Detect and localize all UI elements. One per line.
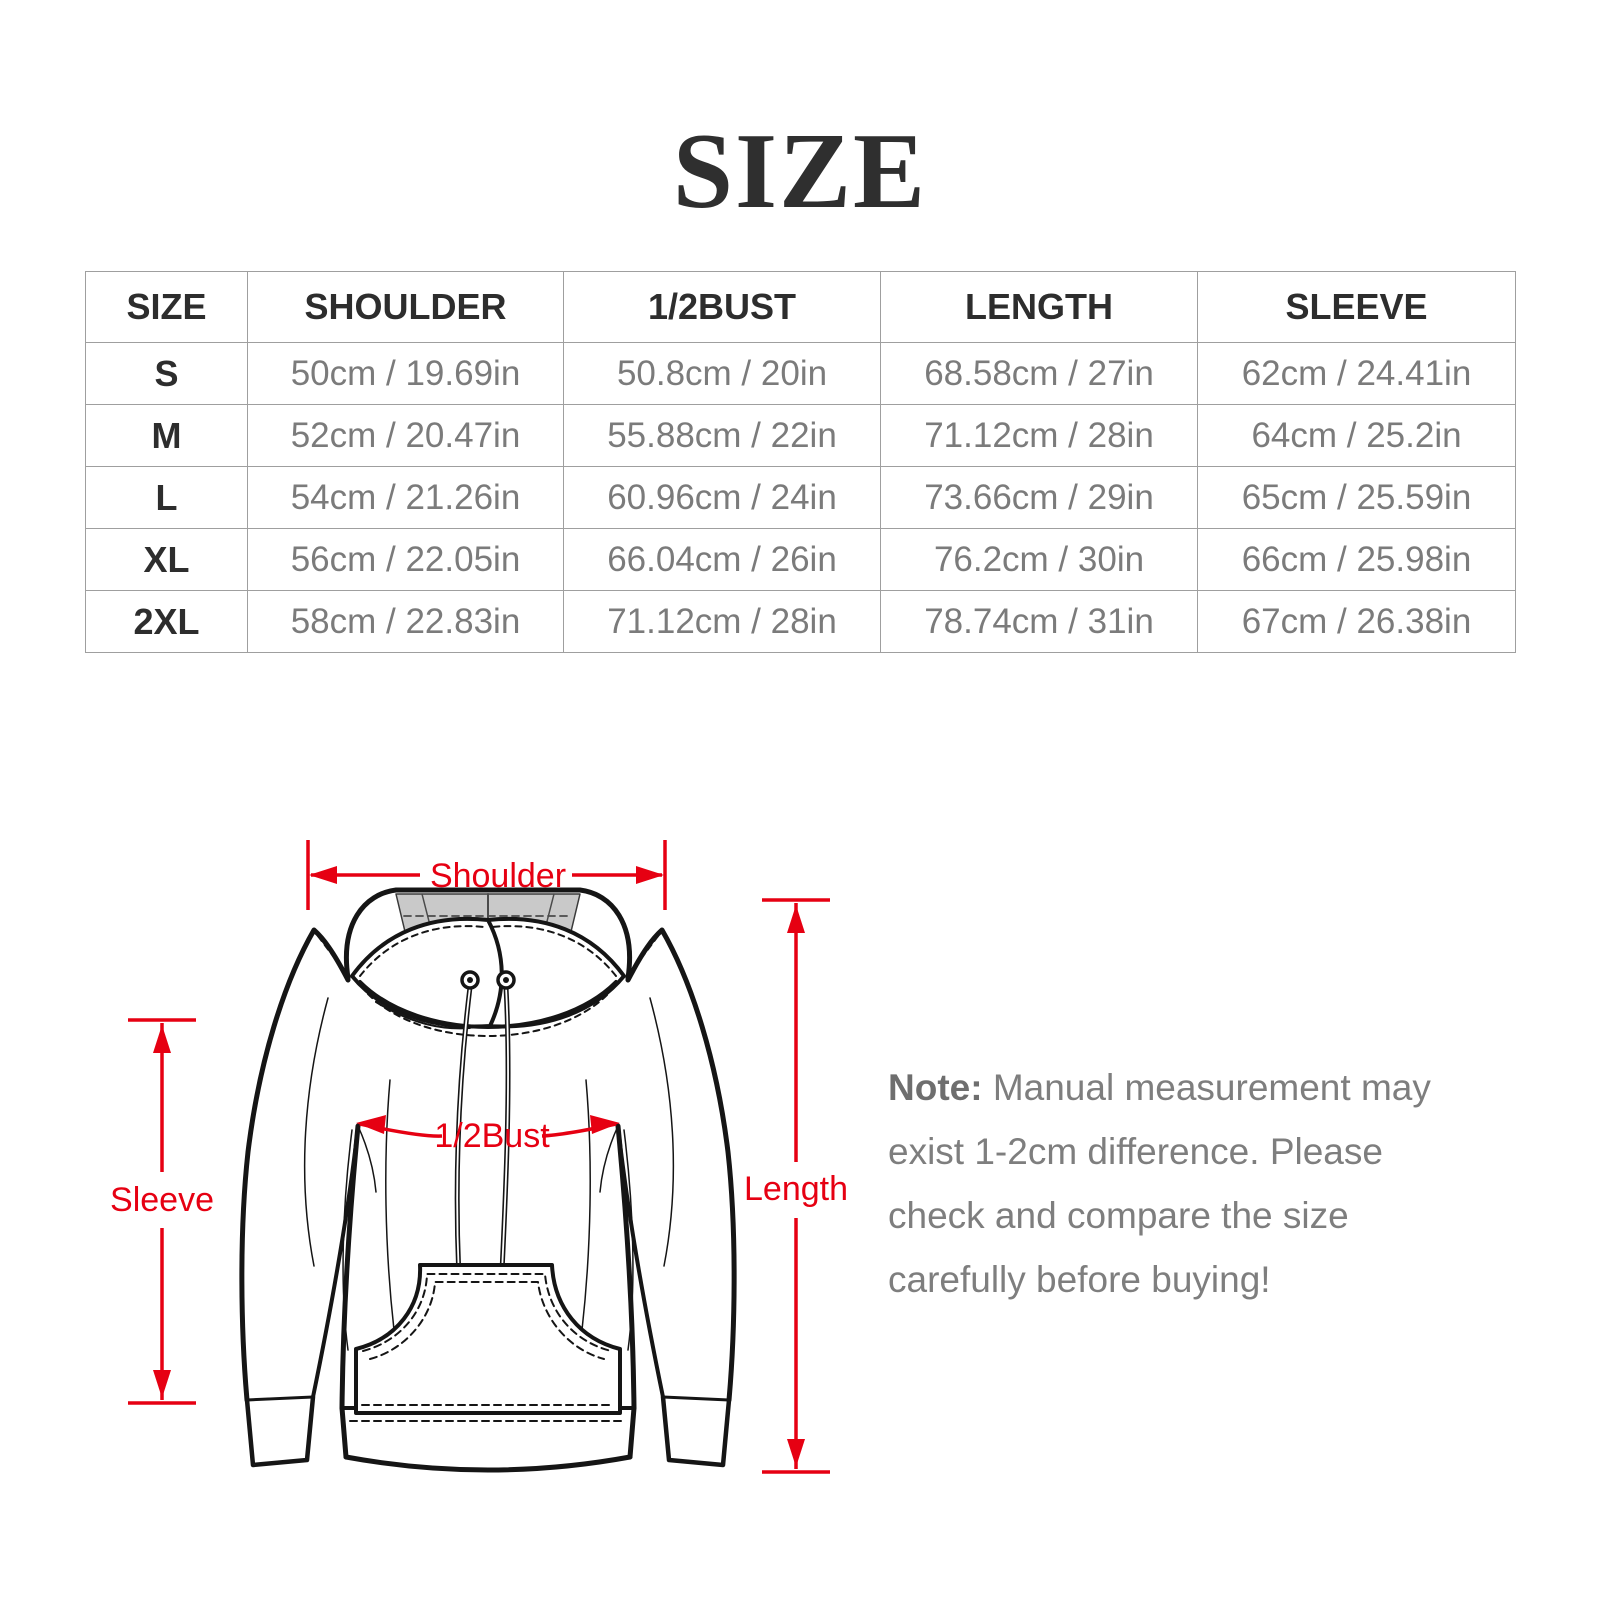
halfbust-value: 71.12cm / 28in	[564, 591, 881, 653]
length-value: 78.74cm / 31in	[881, 591, 1198, 653]
size-label: XL	[86, 529, 248, 591]
length-value: 68.58cm / 27in	[881, 343, 1198, 405]
left-sleeve-outline	[242, 930, 348, 1400]
sleeve-measure-arrow	[110, 1020, 214, 1403]
sleeve-value: 66cm / 25.98in	[1198, 529, 1516, 591]
note-text: Manual measurement may exist 1-2cm difference. Please check and compare the size carefully before buying!	[888, 1067, 1431, 1300]
size-table	[85, 271, 1516, 653]
right-sleeve-outline	[628, 930, 734, 1400]
shoulder-value: 52cm / 20.47in	[248, 405, 564, 467]
sleeve-arrow-label: Sleeve	[110, 1181, 214, 1219]
hoodie-drawing	[242, 890, 734, 1470]
col-header-length: LENGTH	[881, 272, 1198, 343]
sleeve-value: 67cm / 26.38in	[1198, 591, 1516, 653]
shoulder-value: 56cm / 22.05in	[248, 529, 564, 591]
length-measure-arrow	[744, 900, 848, 1472]
shoulder-value: 58cm / 22.83in	[248, 591, 564, 653]
shoulder-value: 50cm / 19.69in	[248, 343, 564, 405]
table-row	[86, 405, 1516, 467]
sleeve-value: 62cm / 24.41in	[1198, 343, 1516, 405]
table-row	[86, 591, 1516, 653]
shoulder-arrow-label: Shoulder	[429, 857, 567, 895]
shoulder-value: 54cm / 21.26in	[248, 467, 564, 529]
table-row	[86, 529, 1516, 591]
sleeve-value: 64cm / 25.2in	[1198, 405, 1516, 467]
size-label: M	[86, 405, 248, 467]
size-label: 2XL	[86, 591, 248, 653]
size-label: L	[86, 467, 248, 529]
note-label: Note:	[888, 1067, 983, 1108]
col-header-halfbust: 1/2BUST	[564, 272, 881, 343]
table-row	[86, 467, 1516, 529]
measurement-note	[888, 1056, 1480, 1312]
half-bust-measure-arrow	[356, 1115, 620, 1155]
right-sleeve-inner-seam	[618, 1126, 663, 1397]
length-value: 71.12cm / 28in	[881, 405, 1198, 467]
col-header-shoulder: SHOULDER	[248, 272, 564, 343]
col-header-sleeve: SLEEVE	[1198, 272, 1516, 343]
table-header-row	[86, 272, 1516, 343]
length-value: 73.66cm / 29in	[881, 467, 1198, 529]
sleeve-value: 65cm / 25.59in	[1198, 467, 1516, 529]
halfbust-value: 66.04cm / 26in	[564, 529, 881, 591]
page-title: SIZE	[672, 112, 928, 231]
hoodie-measurement-diagram	[90, 830, 850, 1570]
size-label: S	[86, 343, 248, 405]
left-sleeve-inner-seam	[313, 1126, 358, 1397]
halfbust-value: 55.88cm / 22in	[564, 405, 881, 467]
halfbust-value: 50.8cm / 20in	[564, 343, 881, 405]
half-bust-arrow-label: 1/2Bust	[434, 1117, 550, 1155]
hem-band	[342, 1408, 634, 1470]
hood-collar-flaps	[352, 919, 624, 1036]
col-header-size: SIZE	[86, 272, 248, 343]
table-row	[86, 343, 1516, 405]
length-value: 76.2cm / 30in	[881, 529, 1198, 591]
halfbust-value: 60.96cm / 24in	[564, 467, 881, 529]
length-arrow-label: Length	[744, 1170, 848, 1208]
kangaroo-pocket	[356, 1265, 620, 1413]
